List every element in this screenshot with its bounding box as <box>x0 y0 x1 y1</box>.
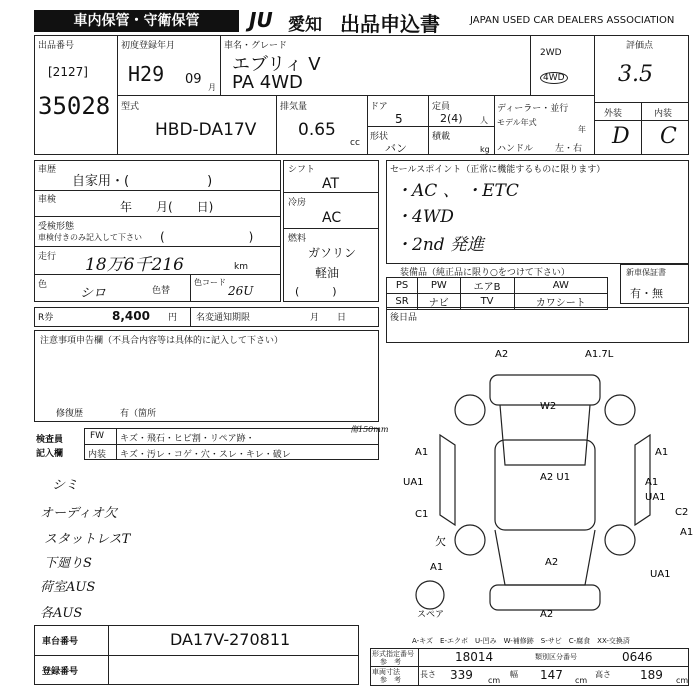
car-name-line2: PA 4WD <box>232 72 303 93</box>
int-label: 内装 <box>88 450 107 460</box>
dmg-a2-bottom: A2 <box>540 609 554 620</box>
repair-label: 修復歴 <box>56 409 84 419</box>
fw-label: FW <box>90 431 105 441</box>
inspection-value: 年 月( 日) <box>120 200 214 214</box>
drive-4wd: 4WD <box>540 72 568 84</box>
handle-opts: 左・右 <box>555 144 583 154</box>
spec-width-label: 幅 <box>510 670 518 679</box>
shift-value: AT <box>322 176 340 192</box>
notes-label: 注意事項申告欄（不具合内容等は具体的に記入して下さい） <box>40 336 284 346</box>
sales-point-3: ・2nd 発進 <box>395 235 485 255</box>
spec-width-unit: cm <box>575 676 588 685</box>
shape-label: 形状 <box>370 132 389 142</box>
form-title: 出品申込書 <box>340 12 440 36</box>
equip-leather-seat: カワシート <box>514 294 607 310</box>
displacement-unit: cc <box>350 138 360 148</box>
first-reg-label: 初度登録年月 <box>121 41 176 51</box>
lot-label: 出品番号 <box>38 41 75 51</box>
dmg-ua1-side: UA1 <box>645 492 666 503</box>
spec-class-label: 類別区分番号 <box>535 653 577 661</box>
damage-legend: A-キズ E-エクボ U-凹み W-補修跡 S-サビ C-腐食 XX-交換済 <box>412 637 630 645</box>
dmg-a1-side: A1 <box>645 477 659 488</box>
remarks-label: 後日品 <box>390 313 418 323</box>
chassis-label: 車台番号 <box>42 637 79 647</box>
handwritten-2: オーディオ欠 <box>40 506 117 521</box>
repair-value: 有（箇所 <box>120 409 157 419</box>
exterior-label: 外装 <box>604 109 623 119</box>
ac-label: 冷房 <box>288 198 307 208</box>
inspection-label: 車検 <box>38 195 57 205</box>
dealer-label: ディーラー・並行 <box>497 104 569 114</box>
inspector-label-1: 検査員 <box>36 435 64 445</box>
color-value: シロ <box>80 286 107 301</box>
sales-point-1: ・AC 、 ・ETC <box>395 181 519 201</box>
dmg-a2-top: A2 <box>495 349 509 360</box>
dmg-c2: C2 <box>675 507 689 518</box>
fuel-label: 燃料 <box>288 234 307 244</box>
ac-value: AC <box>322 210 342 226</box>
capacity-label: 定員 <box>432 102 451 112</box>
shape-value: バン <box>385 142 407 155</box>
spare-tire-label: スペア <box>417 610 445 620</box>
shift-label: シフト <box>288 165 316 175</box>
year-unit: 年 <box>578 125 586 134</box>
color-label: 色 <box>38 280 48 290</box>
model-value: HBD-DA17V <box>155 120 257 140</box>
spec-length-label: 長さ <box>420 670 436 679</box>
capacity-unit: 人 <box>480 116 488 125</box>
model-label: 型式 <box>121 102 140 112</box>
capacity-value: 2(4) <box>440 112 463 125</box>
recycle-value: ( ) <box>160 230 254 244</box>
handwritten-1: シミ <box>52 478 79 493</box>
equipment-label: 装備品（純正品に限り○をつけて下さい） <box>400 268 570 278</box>
doors-label: ドア <box>370 102 388 112</box>
remarks-block <box>386 307 689 343</box>
warranty-label: 新車保証書 <box>626 268 666 277</box>
history-value: 自家用・( ) <box>72 174 213 189</box>
first-reg-year: H29 <box>128 62 165 86</box>
tag-indoor-storage: 車内保管・守衛保管 <box>34 10 239 32</box>
interior-label: 内装 <box>654 109 673 119</box>
fuel-diesel: 軽油 <box>315 266 340 280</box>
mileage-unit: km <box>234 262 248 272</box>
dmg-c1: C1 <box>415 509 429 520</box>
dmg-missing: 欠 <box>435 535 446 548</box>
dmg-a1-left: A1 <box>415 447 429 458</box>
first-reg-month: 09 <box>185 72 202 87</box>
displacement-value: 0.65 <box>298 120 336 140</box>
mileage-value: 18万6千216 <box>85 255 184 275</box>
interior-grade: C <box>660 124 677 149</box>
equip-ps: PS <box>387 278 418 294</box>
dmg-a2-rear: A2 <box>545 557 559 568</box>
recycle-label: 受検形態 <box>38 222 75 232</box>
equip-sr: SR <box>387 294 418 310</box>
dmg-a1-far: A1 <box>680 527 694 538</box>
ju-logo: JU <box>249 8 273 32</box>
grade-label: 評価点 <box>626 41 654 51</box>
spec-class-value: 0646 <box>622 650 653 664</box>
sales-label: セールスポイント（正常に機能するものに限ります） <box>390 165 606 175</box>
handwritten-3: スタットレスT <box>44 532 131 547</box>
dmg-a2u1: A2 U1 <box>540 472 571 483</box>
spec-dim-sub: 参 考 <box>380 676 401 684</box>
spec-width-value: 147 <box>540 668 563 682</box>
recycle-sub: 車検付きのみ記入して下さい <box>38 233 142 242</box>
sales-point-2: ・4WD <box>395 207 454 227</box>
equip-navi: ナビ <box>418 294 460 310</box>
dmg-ua1-left: UA1 <box>403 477 424 488</box>
fuel-other: ( ) <box>295 285 337 298</box>
equip-pw: PW <box>418 278 460 294</box>
grade-value: 3.5 <box>618 62 653 87</box>
int-items: キズ・汚レ・コゲ・穴・スレ・キレ・破レ <box>120 450 291 460</box>
history-label: 車歴 <box>38 165 57 175</box>
fw-hand-note: 傷150mm <box>350 425 389 434</box>
dmg-w2: W2 <box>540 401 557 412</box>
handle-label: ハンドル <box>497 144 534 154</box>
month-unit: 月 <box>208 83 216 92</box>
color-code-value: 26U <box>228 284 254 298</box>
r-ticket-unit: 円 <box>168 313 178 323</box>
spec-type-sub: 参 考 <box>380 658 401 666</box>
notice-label: 名変通知期限 <box>196 313 251 323</box>
warranty-value: 有・無 <box>630 287 663 300</box>
equip-airbag: エアB <box>460 278 514 294</box>
chassis-value: DA17V-270811 <box>170 630 291 649</box>
spec-dim-label: 車両寸法 <box>372 668 400 676</box>
handwritten-4: 下廻りS <box>44 556 92 571</box>
logo-text: 愛知 <box>288 15 322 35</box>
spec-type-label: 形式指定番号 <box>372 650 414 658</box>
car-name-label: 車名・グレード <box>224 41 288 51</box>
exterior-grade: D <box>612 124 630 149</box>
lot-number: 35028 <box>38 92 111 120</box>
r-ticket-value: 8,400 <box>112 309 150 323</box>
model-year-label: モデル年式 <box>497 118 537 127</box>
vehicle-damage-diagram <box>395 345 695 635</box>
handwritten-6: 各AUS <box>40 606 83 621</box>
car-name-line1: エブリィ V <box>232 54 321 75</box>
lot-bracket: [2127] <box>48 65 88 79</box>
load-unit: kg <box>480 145 490 154</box>
dmg-ua1-rear-right: UA1 <box>650 569 671 580</box>
dmg-a1-rear-left: A1 <box>430 562 444 573</box>
spec-length-unit: cm <box>488 676 501 685</box>
load-label: 積載 <box>432 132 451 142</box>
r-ticket-label: R券 <box>38 313 54 323</box>
spec-length-value: 339 <box>450 668 473 682</box>
fuel-gasoline: ガソリン <box>308 246 357 260</box>
handwritten-5: 荷室AUS <box>40 580 96 595</box>
color-change-label: 色替 <box>152 286 171 296</box>
color-code-label: 色コード <box>194 278 226 287</box>
spec-type-value: 18014 <box>455 650 494 664</box>
inspector-label-2: 記入欄 <box>36 449 64 459</box>
spec-height-unit: cm <box>676 676 689 685</box>
equipment-table <box>386 277 608 310</box>
dmg-a1-right: A1 <box>655 447 669 458</box>
equip-aw: AW <box>514 278 607 294</box>
org-english: JAPAN USED CAR DEALERS ASSOCIATION <box>470 15 675 26</box>
doors-value: 5 <box>395 112 403 126</box>
mileage-label: 走行 <box>38 252 57 262</box>
fw-items: キズ・飛石・ヒビ割・リペア跡・ <box>120 434 255 444</box>
spec-height-label: 高さ <box>595 670 611 679</box>
equip-tv: TV <box>460 294 514 310</box>
notice-unit: 月 日 <box>310 313 347 323</box>
drive-2wd: 2WD <box>540 48 562 58</box>
spec-height-value: 189 <box>640 668 663 682</box>
dmg-a17l: A1.7L <box>585 349 614 360</box>
displacement-label: 排気量 <box>280 102 308 112</box>
registration-label: 登録番号 <box>42 667 79 677</box>
